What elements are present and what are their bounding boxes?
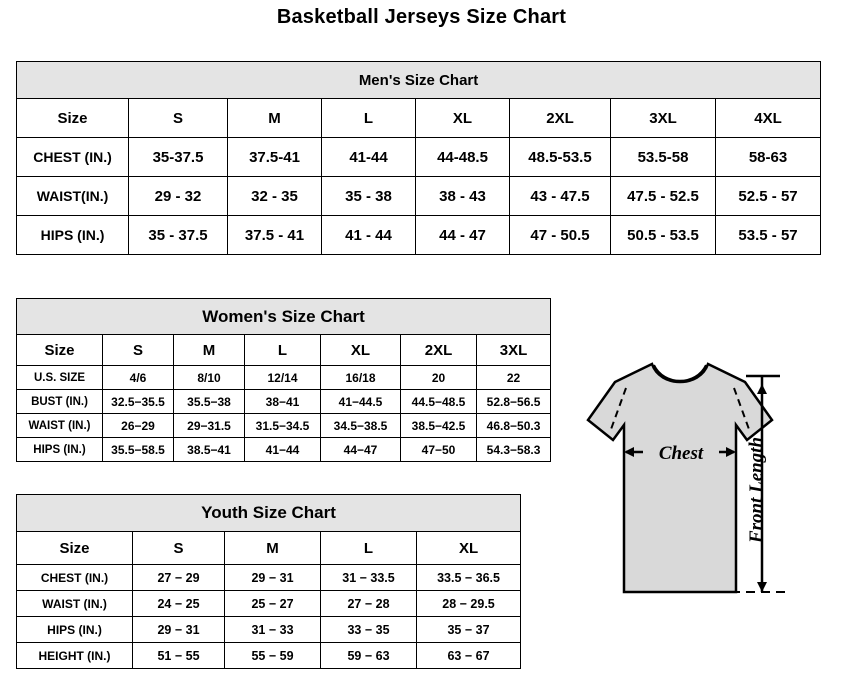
table-cell: 44−47 xyxy=(321,438,401,462)
table-cell: 53.5 - 57 xyxy=(716,216,821,255)
table-cell: 29 − 31 xyxy=(133,617,225,643)
table-cell: 41−44 xyxy=(245,438,321,462)
table-caption-row xyxy=(17,62,821,99)
table-cell: 44.5−48.5 xyxy=(401,390,477,414)
table-cell: 51 − 55 xyxy=(133,643,225,669)
table-row xyxy=(17,591,521,617)
table-cell: 47 - 50.5 xyxy=(510,216,611,255)
row-label: CHEST (IN.) xyxy=(17,138,129,177)
table-cell: 27 − 29 xyxy=(133,565,225,591)
table-row xyxy=(17,438,551,462)
table-cell: 29 - 32 xyxy=(129,177,228,216)
youth-size-chart-table xyxy=(16,494,521,669)
table-cell: 35.5−58.5 xyxy=(103,438,174,462)
table-cell: 54.3−58.3 xyxy=(477,438,551,462)
table-cell: 38.5−42.5 xyxy=(401,414,477,438)
table-header-row xyxy=(17,99,821,138)
table-cell: 41−44.5 xyxy=(321,390,401,414)
row-label: WAIST (IN.) xyxy=(17,591,133,617)
table-row xyxy=(17,216,821,255)
table-cell: 31 − 33 xyxy=(225,617,321,643)
table-cell: 29−31.5 xyxy=(174,414,245,438)
table-cell: 35.5−38 xyxy=(174,390,245,414)
table-row xyxy=(17,643,521,669)
table-cell: 32 - 35 xyxy=(228,177,322,216)
row-label: CHEST (IN.) xyxy=(17,565,133,591)
table-cell: 47−50 xyxy=(401,438,477,462)
column-header: S xyxy=(133,532,225,565)
column-header: 3XL xyxy=(477,335,551,366)
table-cell: 8/10 xyxy=(174,366,245,390)
column-header: XL xyxy=(321,335,401,366)
table-cell: 33 − 35 xyxy=(321,617,417,643)
table-cell: 38.5−41 xyxy=(174,438,245,462)
table-cell: 22 xyxy=(477,366,551,390)
table-cell: 31.5−34.5 xyxy=(245,414,321,438)
column-header: L xyxy=(322,99,416,138)
column-header: Size xyxy=(17,532,133,565)
jersey-outline xyxy=(588,364,772,592)
table-cell: 38 - 43 xyxy=(416,177,510,216)
column-header: M xyxy=(225,532,321,565)
table-cell: 16/18 xyxy=(321,366,401,390)
page-title: Basketball Jerseys Size Chart xyxy=(276,6,567,28)
mens-chart-caption: Men's Size Chart xyxy=(17,62,821,99)
column-header: Size xyxy=(17,335,103,366)
table-cell: 41 - 44 xyxy=(322,216,416,255)
column-header: M xyxy=(174,335,245,366)
table-cell: 47.5 - 52.5 xyxy=(611,177,716,216)
table-cell: 37.5-41 xyxy=(228,138,322,177)
column-header: L xyxy=(245,335,321,366)
table-cell: 34.5−38.5 xyxy=(321,414,401,438)
table-cell: 24 − 25 xyxy=(133,591,225,617)
front-length-arrow-top xyxy=(757,384,767,394)
table-header-row xyxy=(17,532,521,565)
table-cell: 44-48.5 xyxy=(416,138,510,177)
column-header: XL xyxy=(416,99,510,138)
table-cell: 35 - 37.5 xyxy=(129,216,228,255)
table-cell: 38−41 xyxy=(245,390,321,414)
chest-label: Chest xyxy=(658,443,704,464)
table-cell: 52.8−56.5 xyxy=(477,390,551,414)
table-cell: 50.5 - 53.5 xyxy=(611,216,716,255)
table-row xyxy=(17,390,551,414)
table-cell: 29 − 31 xyxy=(225,565,321,591)
table-cell: 55 − 59 xyxy=(225,643,321,669)
table-cell: 52.5 - 57 xyxy=(716,177,821,216)
row-label: HEIGHT (IN.) xyxy=(17,643,133,669)
column-header: S xyxy=(129,99,228,138)
table-cell: 35 - 38 xyxy=(322,177,416,216)
table-cell: 35 − 37 xyxy=(417,617,521,643)
table-row xyxy=(17,414,551,438)
row-label: WAIST(IN.) xyxy=(17,177,129,216)
table-cell: 59 − 63 xyxy=(321,643,417,669)
column-header: 3XL xyxy=(611,99,716,138)
table-caption-row xyxy=(17,495,521,532)
table-row xyxy=(17,138,821,177)
row-label: U.S. SIZE xyxy=(17,366,103,390)
column-header: S xyxy=(103,335,174,366)
column-header: Size xyxy=(17,99,129,138)
table-cell: 35-37.5 xyxy=(129,138,228,177)
table-cell: 32.5−35.5 xyxy=(103,390,174,414)
table-row xyxy=(17,177,821,216)
front-length-label: Front Length xyxy=(746,436,767,544)
table-cell: 20 xyxy=(401,366,477,390)
table-cell: 27 − 28 xyxy=(321,591,417,617)
front-length-arrow-bottom xyxy=(757,582,767,592)
table-caption-row xyxy=(17,299,551,335)
table-cell: 37.5 - 41 xyxy=(228,216,322,255)
table-cell: 46.8−50.3 xyxy=(477,414,551,438)
womens-size-chart-table xyxy=(16,298,551,462)
table-cell: 41-44 xyxy=(322,138,416,177)
table-cell: 43 - 47.5 xyxy=(510,177,611,216)
mens-size-chart-table xyxy=(16,61,821,255)
column-header: XL xyxy=(417,532,521,565)
jersey-measurement-diagram xyxy=(540,340,840,670)
table-cell: 44 - 47 xyxy=(416,216,510,255)
womens-chart-caption: Women's Size Chart xyxy=(17,299,551,335)
table-cell: 48.5-53.5 xyxy=(510,138,611,177)
row-label: BUST (IN.) xyxy=(17,390,103,414)
column-header: 2XL xyxy=(401,335,477,366)
column-header: 4XL xyxy=(716,99,821,138)
table-cell: 4/6 xyxy=(103,366,174,390)
table-header-row xyxy=(17,335,551,366)
table-cell: 53.5-58 xyxy=(611,138,716,177)
table-cell: 26−29 xyxy=(103,414,174,438)
table-row xyxy=(17,565,521,591)
row-label: WAIST (IN.) xyxy=(17,414,103,438)
column-header: M xyxy=(228,99,322,138)
table-cell: 58-63 xyxy=(716,138,821,177)
youth-chart-caption: Youth Size Chart xyxy=(17,495,521,532)
row-label: HIPS (IN.) xyxy=(17,438,103,462)
table-row xyxy=(17,617,521,643)
table-row xyxy=(17,366,551,390)
row-label: HIPS (IN.) xyxy=(17,617,133,643)
table-cell: 25 − 27 xyxy=(225,591,321,617)
table-cell: 31 − 33.5 xyxy=(321,565,417,591)
table-cell: 28 − 29.5 xyxy=(417,591,521,617)
row-label: HIPS (IN.) xyxy=(17,216,129,255)
table-cell: 33.5 − 36.5 xyxy=(417,565,521,591)
column-header: 2XL xyxy=(510,99,611,138)
table-cell: 63 − 67 xyxy=(417,643,521,669)
column-header: L xyxy=(321,532,417,565)
table-cell: 12/14 xyxy=(245,366,321,390)
